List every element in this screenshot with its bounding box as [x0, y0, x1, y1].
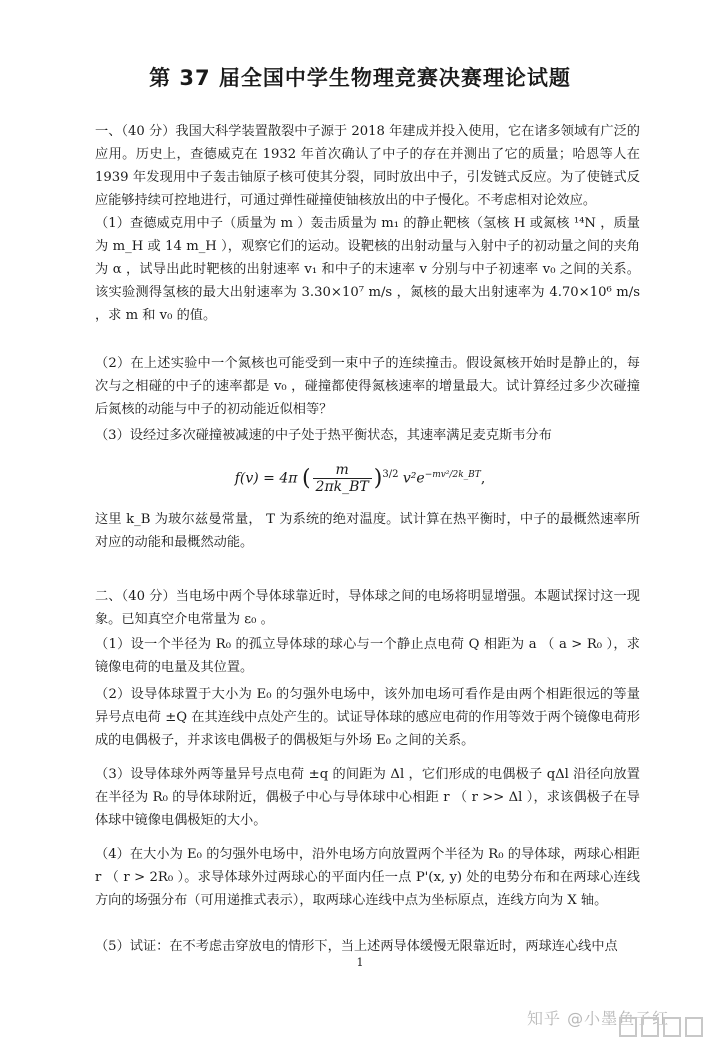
formula-exponent: −mv²/2k_BT: [424, 469, 481, 480]
q1-intro: 一、（40 分）我国大科学装置散裂中子源于 2018 年建成并投入使用，它在诸多领域有广泛的应用。历史上，查德威克在 1932 年首次确认了中子的存在并测出了它的质量；哈恩等人在 1939 年发现用中子轰击铀原子核可使其分裂，同时放出中子，引发链式反应。为了使链式反应能够持续可控地进行，可通过弹性碰撞使铀核放出的中子慢化。不考虑相对论效应。: [95, 124, 640, 208]
zhihu-watermark: 知乎 @小墨鱼子红: [527, 1009, 670, 1028]
formula-fraction: [313, 462, 372, 495]
q2-part2: （2）设导体球置于大小为 E₀ 的匀强外电场中，该外加电场可看作是由两个相距很远的等量异号点电荷 ±Q 在其连线中点处产生的。试证导体球的感应电荷的作用等效于两个镜像电荷形成的电偶极子，并求该电偶极子的偶极矩与外场 E₀ 之间的关系。: [95, 687, 640, 748]
maxwell-distribution-formula: f(v) = 4π ( $\frac{m}{2\pi k\_BT}$ )$^{3/2}$ $v^2e^{-mv^2/2k\_BT}$,: [234, 462, 486, 495]
formula-numerator: m: [313, 462, 372, 479]
q2-intro: 二、（40 分）当电场中两个导体球靠近时，导体球之间的电场将明显增强。本题试探讨这一现象。已知真空介电常量为 ε₀ 。: [95, 589, 640, 627]
q1-part3: （3）设经过多次碰撞被减速的中子处于热平衡状态，其速率满足麦克斯韦分布: [95, 428, 552, 443]
q2-part3: （3）设导体球外两等量异号点电荷 ±q 的间距为 Δl ，它们形成的电偶极子 qΔl 沿径向放置在半径为 R₀ 的导体球附近，偶极子中心与导体球中心相距 r （ r >> Δl ），求该偶极子在导体球中镜像电偶极矩的大小。: [95, 767, 640, 828]
formula-power: 3/2: [382, 468, 399, 480]
q1-part2: （2）在上述实验中一个氮核也可能受到一束中子的连续撞击。假设氮核开始时是静止的，每次与之相碰的中子的速率都是 v₀ ，碰撞都使得氮核速率的增量最大。试计算经过多少次碰撞后氮核的动能与中子的初动能近似相等？: [95, 356, 640, 417]
q2-part1: （1）设一个半径为 R₀ 的孤立导体球的球心与一个静止点电荷 Q 相距为 a （ a > R₀ ），求镜像电荷的电量及其位置。: [95, 637, 640, 675]
site-logo-icon: [618, 1014, 710, 1040]
q1-part3-continued: 这里 k_B 为玻尔兹曼常量， T 为系统的绝对温度。试计算在热平衡时，中子的最概然速率所对应的动能和最概然动能。: [95, 512, 640, 550]
formula-lhs: f(v) = 4π: [234, 470, 298, 487]
formula-denominator: 2πk_BT: [315, 479, 369, 495]
q2-part4: （4）在大小为 E₀ 的匀强外电场中，沿外电场方向放置两个半径为 R₀ 的导体球，两球心相距 r （ r > 2R₀ ）。求导体球外过两球心的平面内任一点 P'(x, y) 处的电势分布和在两球心连线方向的场强分布（可用递推式表示），取两球心连线中点为坐标原点，连线方向为 X 轴。: [95, 847, 640, 908]
page-title: 第 37 届全国中学生物理竞赛决赛理论试题: [149, 66, 571, 90]
q2-part5: （5）试证：在不考虑击穿放电的情形下，当上述两导体缓慢无限靠近时，两球连心线中点: [95, 939, 618, 954]
page-number: 1: [356, 956, 364, 969]
q1-part1: （1）查德威克用中子（质量为 m ）轰击质量为 m₁ 的静止靶核（氢核 H 或氮核 ¹⁴N ，质量为 m_H 或 14 m_H ），观察它们的运动。设靶核的出射动量与入射中子的初动量之间的夹角为 α ，试导出此时靶核的出射速率 v₁ 和中子的末速率 v 分别与中子初速率 v₀ 之间的关系。该实验测得氢核的最大出射速率为 3.30×10⁷ m/s ，氮核的最大出射速率为 4.70×10⁶ m/s ，求 m 和 v₀ 的值。: [95, 216, 640, 323]
formula-tail: v²e: [402, 470, 425, 487]
